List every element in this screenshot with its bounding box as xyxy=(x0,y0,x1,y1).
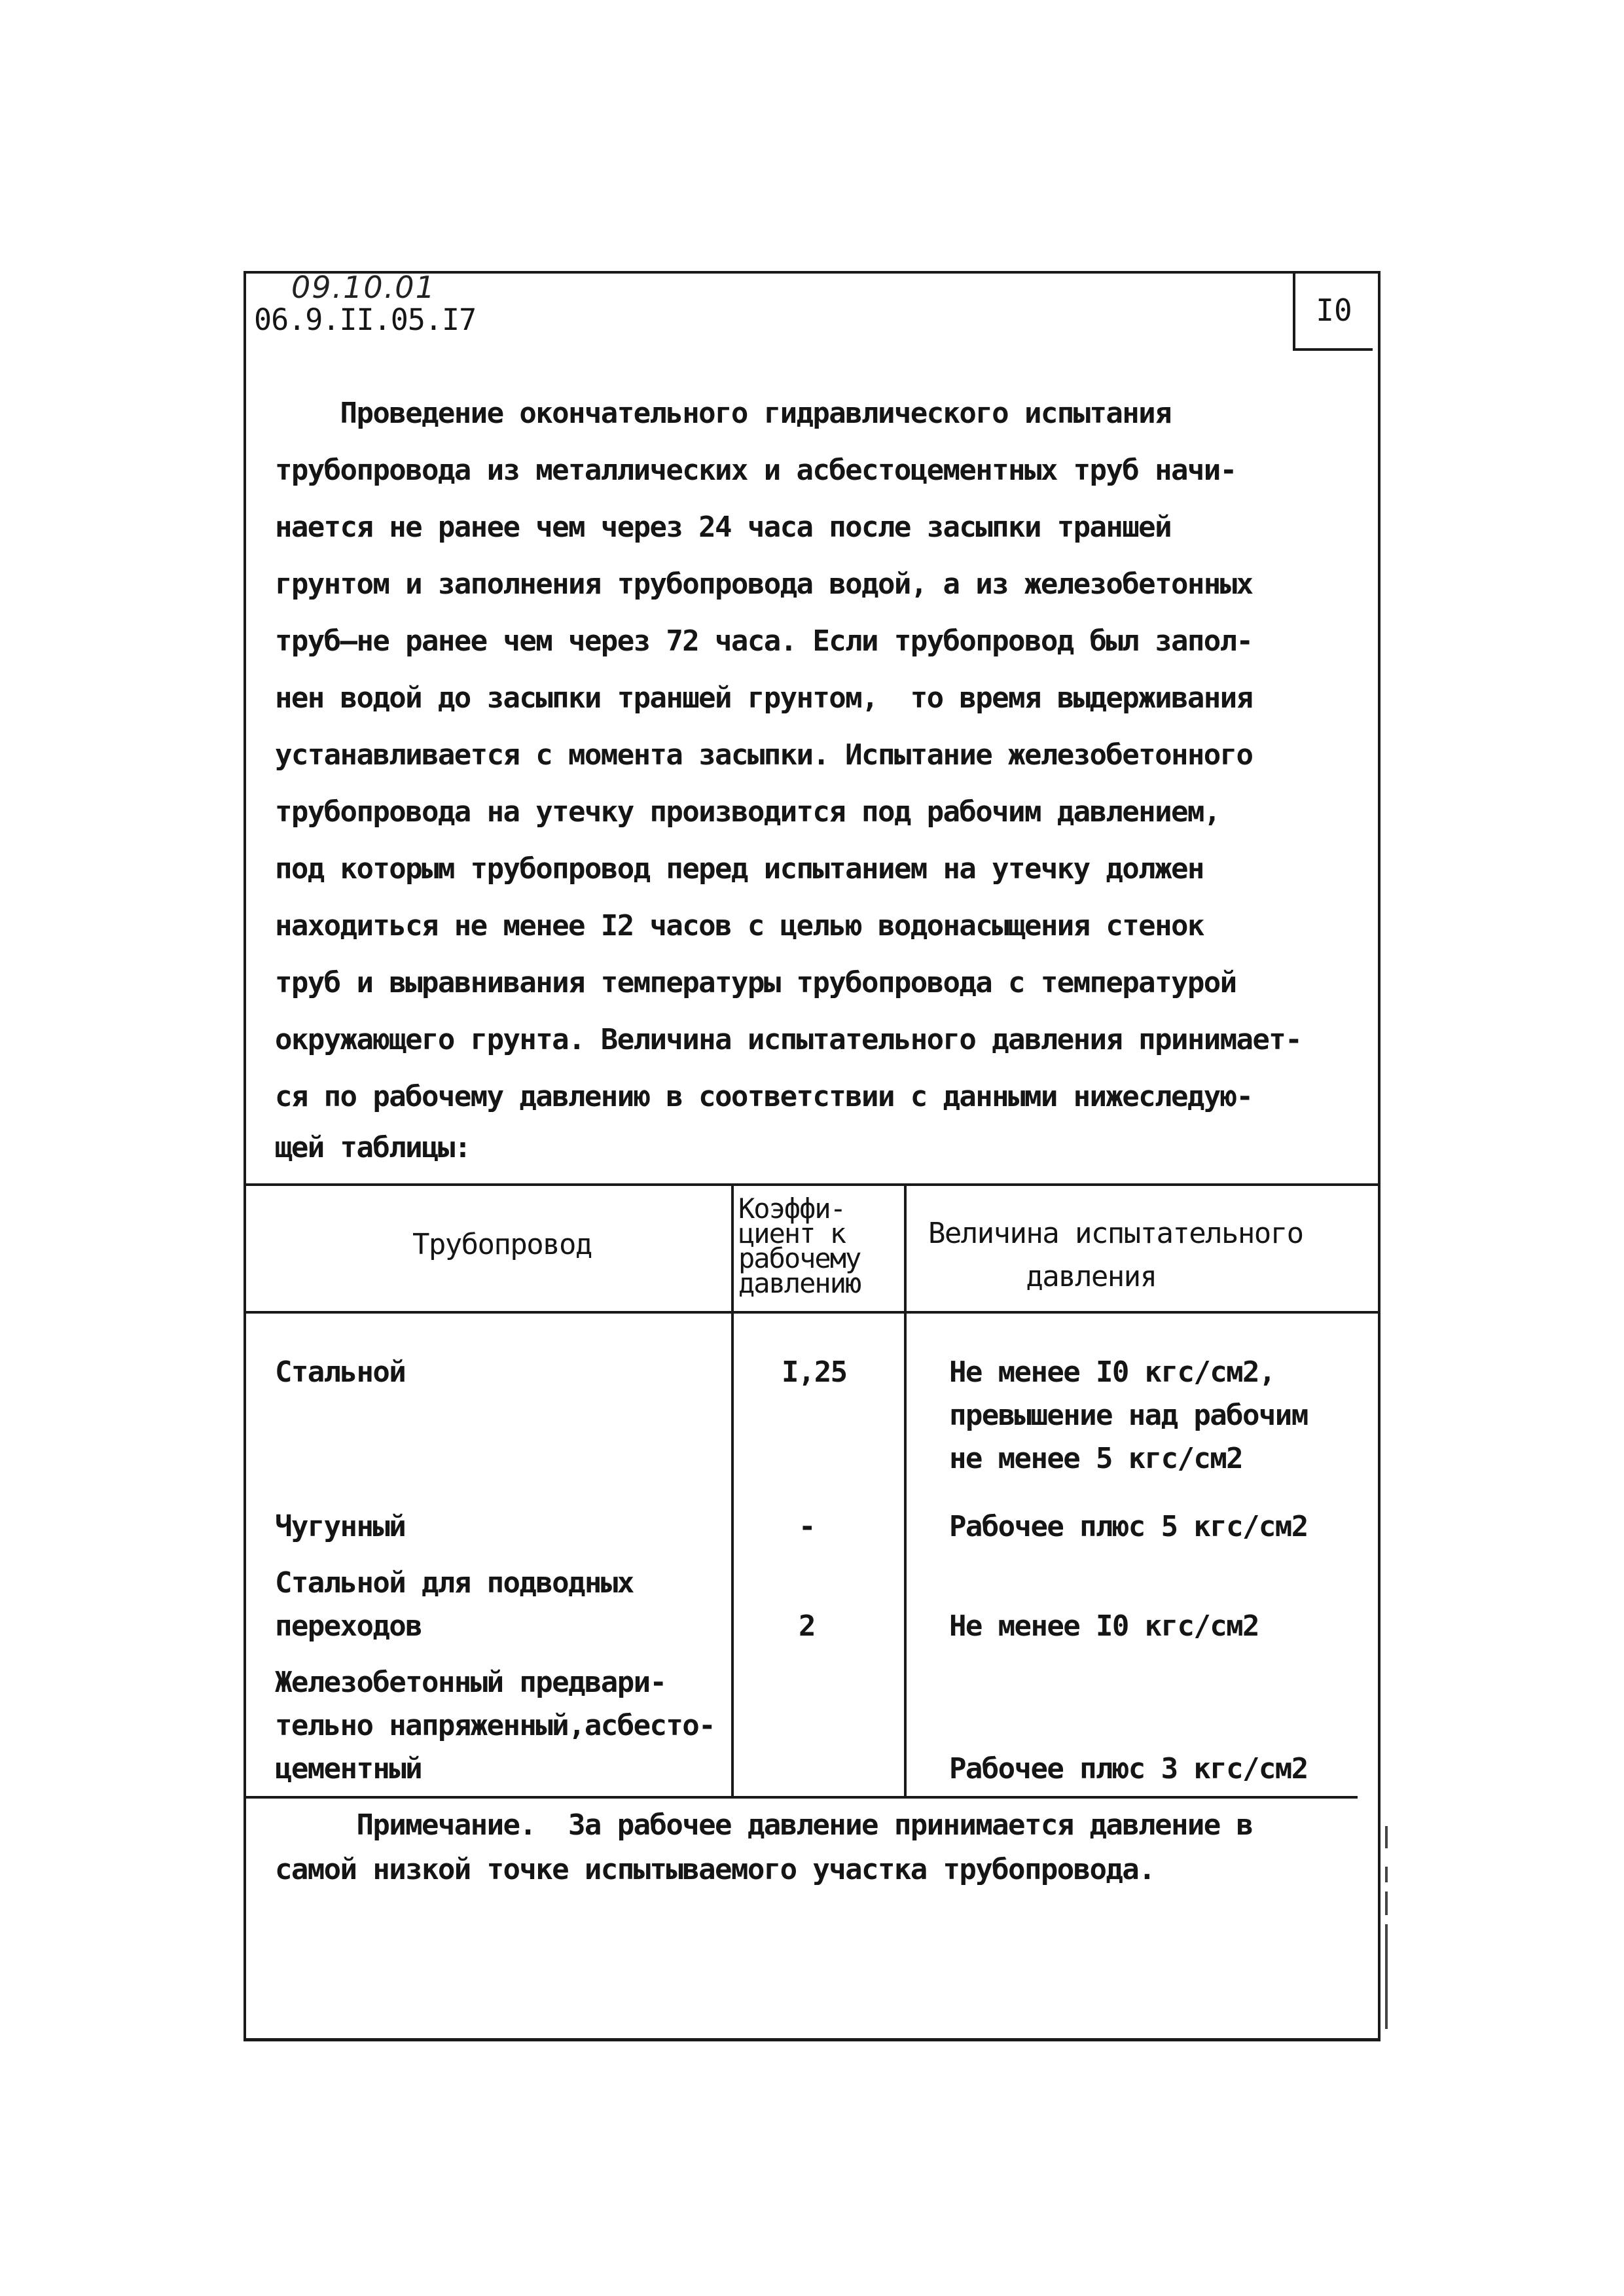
body-line: под которым трубопровод перед испытанием на утечку должен xyxy=(275,852,1204,886)
table-column-divider xyxy=(904,1183,907,1797)
body-line: нается не ранее чем через 24 часа после засыпки траншей xyxy=(275,511,1171,544)
row-pipeline: Стальной xyxy=(275,1355,406,1389)
body-line: нен водой до засыпки траншей грунтом, то время выдерживания xyxy=(275,681,1253,715)
row-coefficient: I,25 xyxy=(782,1355,847,1389)
row-pipeline: Чугунный xyxy=(275,1510,406,1543)
row-pressure: Рабочее плюс 3 кгс/см2 xyxy=(949,1752,1308,1785)
row-pipeline: Железобетонный предвари- тельно напряженный,асбесто- цементный xyxy=(275,1666,715,1785)
page-number: I0 xyxy=(1316,293,1352,328)
margin-mark xyxy=(1385,1867,1388,1882)
table-header-rule xyxy=(245,1311,1379,1314)
margin-mark xyxy=(1385,1826,1388,1848)
body-line: труб–не ранее чем через 72 часа. Если трубопровод был запол- xyxy=(275,624,1253,658)
body-line: ся по рабочему давлению в соответствии с данными нижеследую- xyxy=(275,1080,1253,1113)
row-pressure: Не менее I0 кгс/см2 xyxy=(949,1609,1259,1643)
header-coefficient: Коэффи- циент к рабочему давлению xyxy=(738,1193,861,1299)
table-top-rule xyxy=(245,1183,1379,1186)
body-line: трубопровода из металлических и асбестоцементных труб начи- xyxy=(275,454,1236,487)
row-coefficient: 2 xyxy=(799,1609,815,1643)
row-coefficient: - xyxy=(799,1510,815,1543)
body-line: окружающего грунта. Величина испытательного давления принимает- xyxy=(275,1023,1302,1056)
document-code: 06.9.II.05.I7 xyxy=(254,302,477,337)
body-line: находиться не менее I2 часов с целью водонасыщения стенок xyxy=(275,909,1204,942)
body-line: труб и выравнивания температуры трубопровода с температурой xyxy=(275,966,1236,999)
row-pressure: Не менее I0 кгс/см2, превышение над рабочим не менее 5 кгс/см2 xyxy=(949,1355,1308,1475)
table-bottom-rule xyxy=(245,1796,1358,1799)
body-line: Проведение окончательного гидравлического испытания xyxy=(275,397,1171,430)
note-line: самой низкой точке испытываемого участка трубопровода. xyxy=(275,1853,1155,1886)
page-number-box xyxy=(1293,272,1373,351)
margin-mark xyxy=(1385,1924,1388,2029)
header-test-pressure: Величина испытательного давления xyxy=(928,1217,1303,1293)
note-line: Примечание. За рабочее давление принимается давление в xyxy=(275,1808,1253,1842)
handwritten-code: 09.10.01 xyxy=(291,270,436,305)
header-pipeline: Трубопровод xyxy=(412,1228,592,1261)
body-line: устанавливается с момента засыпки. Испытание железобетонного xyxy=(275,738,1253,772)
row-pipeline: Стальной для подводных переходов xyxy=(275,1566,634,1643)
body-line: трубопровода на утечку производится под рабочим давлением, xyxy=(275,795,1220,829)
row-pressure: Рабочее плюс 5 кгс/см2 xyxy=(949,1510,1308,1543)
margin-mark xyxy=(1385,1892,1388,1915)
body-line: щей таблицы: xyxy=(275,1131,471,1164)
body-line: грунтом и заполнения трубопровода водой, а из железобетонных xyxy=(275,567,1253,601)
table-column-divider xyxy=(731,1183,734,1797)
